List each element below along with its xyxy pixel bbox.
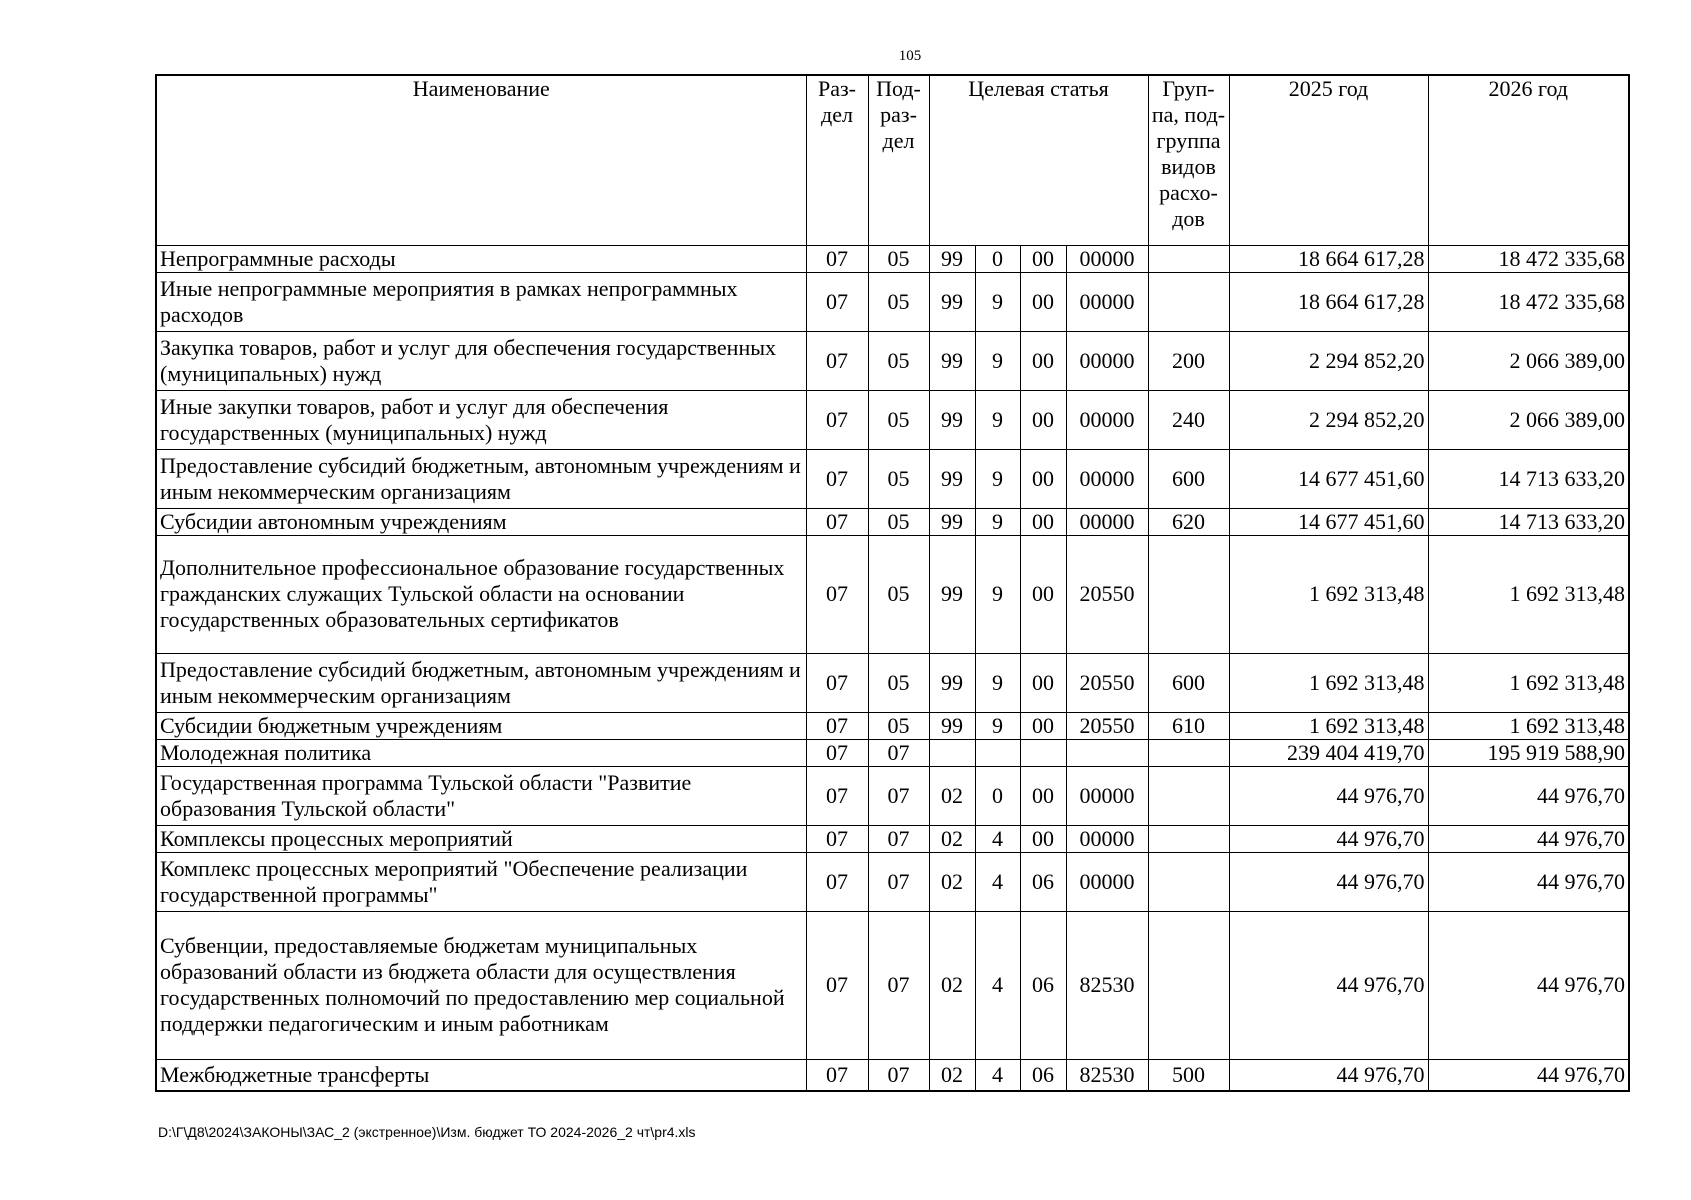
row-cs4: 00000	[1066, 508, 1148, 535]
row-pr: 07	[868, 852, 929, 911]
row-rz: 07	[806, 911, 868, 1059]
row-cs4	[1066, 739, 1148, 766]
row-cs3: 00	[1020, 653, 1066, 712]
row-cs1: 02	[929, 1059, 975, 1091]
row-pr: 07	[868, 825, 929, 852]
row-cs3: 00	[1020, 535, 1066, 653]
file-path-footer: D:\Г\Д8\2024\ЗАКОНЫ\ЗАС_2 (экстренное)\Изм. бюджет ТО 2024-2026_2 чт\pr4.xls	[158, 1124, 696, 1140]
row-cs4: 20550	[1066, 712, 1148, 739]
row-cs4: 20550	[1066, 535, 1148, 653]
row-rz: 07	[806, 1059, 868, 1091]
row-vr: 600	[1148, 653, 1229, 712]
table-row	[156, 390, 1629, 449]
row-vr	[1148, 852, 1229, 911]
row-cs1: 02	[929, 852, 975, 911]
row-amount-y2: 14 713 633,20	[1428, 449, 1629, 508]
row-pr: 05	[868, 331, 929, 390]
header-podrazdel: Под-раз-дел	[868, 75, 929, 245]
row-cs3: 06	[1020, 911, 1066, 1059]
row-amount-y1: 44 976,70	[1229, 911, 1428, 1059]
row-cs1: 02	[929, 911, 975, 1059]
row-vr	[1148, 535, 1229, 653]
row-name: Иные закупки товаров, работ и услуг для обеспечения государственных (муниципальных) нужд	[156, 390, 806, 449]
row-cs4: 00000	[1066, 331, 1148, 390]
row-amount-y1: 14 677 451,60	[1229, 508, 1428, 535]
row-amount-y1: 18 664 617,28	[1229, 272, 1428, 331]
row-pr: 05	[868, 535, 929, 653]
row-cs1: 99	[929, 535, 975, 653]
row-pr: 07	[868, 739, 929, 766]
budget-table	[155, 74, 1630, 1092]
row-amount-y2: 44 976,70	[1428, 1059, 1629, 1091]
row-amount-y2: 1 692 313,48	[1428, 653, 1629, 712]
row-name: Субсидии автономным учреждениям	[156, 508, 806, 535]
row-pr: 07	[868, 766, 929, 825]
row-cs3: 00	[1020, 766, 1066, 825]
row-cs3: 00	[1020, 712, 1066, 739]
row-rz: 07	[806, 739, 868, 766]
row-name: Комплекс процессных мероприятий "Обеспечение реализации государственной программы"	[156, 852, 806, 911]
row-amount-y1: 2 294 852,20	[1229, 390, 1428, 449]
page-number: 105	[898, 48, 922, 64]
table-row	[156, 1059, 1629, 1091]
row-name: Государственная программа Тульской области "Развитие образования Тульской области"	[156, 766, 806, 825]
row-amount-y2: 18 472 335,68	[1428, 245, 1629, 272]
row-cs3: 00	[1020, 245, 1066, 272]
table-header-row	[156, 75, 1629, 245]
table-row	[156, 272, 1629, 331]
row-amount-y1: 18 664 617,28	[1229, 245, 1428, 272]
row-cs2: 9	[975, 449, 1020, 508]
row-cs2: 0	[975, 766, 1020, 825]
row-rz: 07	[806, 331, 868, 390]
row-amount-y2: 44 976,70	[1428, 766, 1629, 825]
row-name: Дополнительное профессиональное образование государственных гражданских служащих Тульской области на основании государственных образовательных сертификатов	[156, 535, 806, 653]
table-row	[156, 653, 1629, 712]
row-amount-y1: 44 976,70	[1229, 852, 1428, 911]
row-name: Непрограммные расходы	[156, 245, 806, 272]
header-target-article: Целевая статья	[929, 75, 1148, 245]
row-amount-y2: 2 066 389,00	[1428, 390, 1629, 449]
row-amount-y2: 14 713 633,20	[1428, 508, 1629, 535]
row-cs3: 00	[1020, 390, 1066, 449]
row-cs4: 82530	[1066, 1059, 1148, 1091]
row-cs2: 4	[975, 852, 1020, 911]
table-row	[156, 712, 1629, 739]
row-rz: 07	[806, 766, 868, 825]
row-name: Предоставление субсидий бюджетным, автономным учреждениям и иным некоммерческим организациям	[156, 653, 806, 712]
row-cs1	[929, 739, 975, 766]
header-year-2025: 2025 год	[1229, 75, 1428, 245]
row-amount-y1: 44 976,70	[1229, 825, 1428, 852]
row-name: Молодежная политика	[156, 739, 806, 766]
row-vr: 620	[1148, 508, 1229, 535]
table-row	[156, 766, 1629, 825]
row-amount-y2: 44 976,70	[1428, 852, 1629, 911]
row-amount-y1: 2 294 852,20	[1229, 331, 1428, 390]
row-cs3: 06	[1020, 1059, 1066, 1091]
row-cs1: 99	[929, 272, 975, 331]
row-cs1: 99	[929, 508, 975, 535]
row-cs3: 00	[1020, 449, 1066, 508]
row-vr	[1148, 766, 1229, 825]
row-cs2: 9	[975, 331, 1020, 390]
row-vr	[1148, 825, 1229, 852]
row-pr: 05	[868, 449, 929, 508]
row-amount-y2: 195 919 588,90	[1428, 739, 1629, 766]
row-cs2: 9	[975, 535, 1020, 653]
row-cs2: 4	[975, 911, 1020, 1059]
row-vr	[1148, 245, 1229, 272]
row-cs4: 00000	[1066, 852, 1148, 911]
table-row	[156, 508, 1629, 535]
row-rz: 07	[806, 272, 868, 331]
row-rz: 07	[806, 825, 868, 852]
header-expense-group: Груп-па, под-группа видов расхо-дов	[1148, 75, 1229, 245]
row-cs2: 9	[975, 508, 1020, 535]
row-amount-y1: 44 976,70	[1229, 1059, 1428, 1091]
row-amount-y1: 14 677 451,60	[1229, 449, 1428, 508]
row-name: Иные непрограммные мероприятия в рамках непрограммных расходов	[156, 272, 806, 331]
row-name: Межбюджетные трансферты	[156, 1059, 806, 1091]
table-row	[156, 852, 1629, 911]
row-name: Предоставление субсидий бюджетным, автономным учреждениям и иным некоммерческим организациям	[156, 449, 806, 508]
row-cs4: 82530	[1066, 911, 1148, 1059]
row-pr: 05	[868, 653, 929, 712]
row-vr: 610	[1148, 712, 1229, 739]
row-amount-y2: 2 066 389,00	[1428, 331, 1629, 390]
row-vr	[1148, 911, 1229, 1059]
row-amount-y1: 44 976,70	[1229, 766, 1428, 825]
row-vr	[1148, 272, 1229, 331]
row-cs1: 99	[929, 653, 975, 712]
row-cs3: 00	[1020, 825, 1066, 852]
row-pr: 05	[868, 272, 929, 331]
row-vr: 200	[1148, 331, 1229, 390]
row-pr: 07	[868, 1059, 929, 1091]
row-cs3: 06	[1020, 852, 1066, 911]
row-amount-y1: 1 692 313,48	[1229, 712, 1428, 739]
row-cs3	[1020, 739, 1066, 766]
row-cs4: 00000	[1066, 766, 1148, 825]
row-cs3: 00	[1020, 508, 1066, 535]
row-cs1: 99	[929, 390, 975, 449]
row-pr: 05	[868, 712, 929, 739]
row-cs2: 4	[975, 825, 1020, 852]
row-name: Субвенции, предоставляемые бюджетам муниципальных образований области из бюджета области для осуществления государственных полномочий по предоставлению мер социальной поддержки педагогическим и иным работникам	[156, 911, 806, 1059]
row-cs1: 02	[929, 825, 975, 852]
row-rz: 07	[806, 535, 868, 653]
table-row	[156, 911, 1629, 1059]
row-name: Субсидии бюджетным учреждениям	[156, 712, 806, 739]
row-cs2	[975, 739, 1020, 766]
row-cs2: 9	[975, 390, 1020, 449]
row-cs4: 00000	[1066, 449, 1148, 508]
row-cs1: 99	[929, 245, 975, 272]
row-name: Комплексы процессных мероприятий	[156, 825, 806, 852]
table-row	[156, 245, 1629, 272]
table-row	[156, 331, 1629, 390]
row-rz: 07	[806, 852, 868, 911]
table-row	[156, 825, 1629, 852]
row-pr: 05	[868, 390, 929, 449]
row-amount-y2: 1 692 313,48	[1428, 535, 1629, 653]
row-vr: 240	[1148, 390, 1229, 449]
row-cs4: 00000	[1066, 245, 1148, 272]
row-cs4: 00000	[1066, 390, 1148, 449]
row-cs1: 99	[929, 331, 975, 390]
row-rz: 07	[806, 712, 868, 739]
row-vr: 500	[1148, 1059, 1229, 1091]
row-rz: 07	[806, 245, 868, 272]
row-cs4: 20550	[1066, 653, 1148, 712]
row-name: Закупка товаров, работ и услуг для обеспечения государственных (муниципальных) нужд	[156, 331, 806, 390]
row-cs1: 99	[929, 712, 975, 739]
row-cs2: 9	[975, 653, 1020, 712]
row-cs4: 00000	[1066, 825, 1148, 852]
row-cs3: 00	[1020, 331, 1066, 390]
row-cs4: 00000	[1066, 272, 1148, 331]
row-amount-y2: 18 472 335,68	[1428, 272, 1629, 331]
row-vr	[1148, 739, 1229, 766]
row-cs2: 9	[975, 712, 1020, 739]
row-rz: 07	[806, 508, 868, 535]
row-pr: 05	[868, 508, 929, 535]
row-vr: 600	[1148, 449, 1229, 508]
row-cs1: 99	[929, 449, 975, 508]
row-cs1: 02	[929, 766, 975, 825]
row-pr: 05	[868, 245, 929, 272]
table-row	[156, 449, 1629, 508]
header-razdel: Раз-дел	[806, 75, 868, 245]
row-cs3: 00	[1020, 272, 1066, 331]
row-amount-y2: 44 976,70	[1428, 825, 1629, 852]
row-rz: 07	[806, 390, 868, 449]
row-amount-y2: 1 692 313,48	[1428, 712, 1629, 739]
row-amount-y1: 1 692 313,48	[1229, 653, 1428, 712]
row-pr: 07	[868, 911, 929, 1059]
header-name: Наименование	[156, 75, 806, 245]
row-cs2: 9	[975, 272, 1020, 331]
table-row	[156, 535, 1629, 653]
table-row	[156, 739, 1629, 766]
row-cs2: 4	[975, 1059, 1020, 1091]
row-rz: 07	[806, 653, 868, 712]
header-year-2026: 2026 год	[1428, 75, 1629, 245]
row-amount-y2: 44 976,70	[1428, 911, 1629, 1059]
row-rz: 07	[806, 449, 868, 508]
row-amount-y1: 239 404 419,70	[1229, 739, 1428, 766]
row-amount-y1: 1 692 313,48	[1229, 535, 1428, 653]
row-cs2: 0	[975, 245, 1020, 272]
